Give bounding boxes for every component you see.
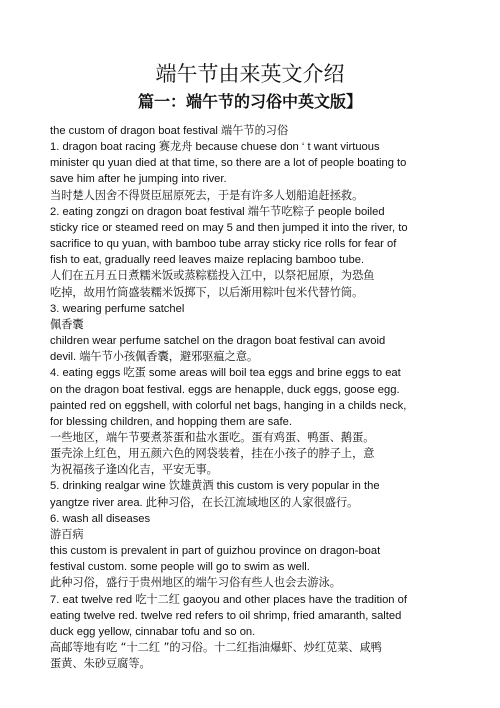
text-line: 2. eating zongzi on dragon boat festival 端午节吃粽子 people boiled <box>50 205 385 218</box>
document-subtitle: 篇一：端午节的习俗中英文版】 <box>137 92 362 111</box>
text-line: 7. eat twelve red 吃十二红 gaoyou and other places have the tradition of <box>50 593 407 606</box>
text-line: minister qu yuan died at that time, so there are a lot of people boating to <box>50 157 407 170</box>
text-line: festival custom. some people will go to swim as well. <box>50 561 310 574</box>
text-line: 5. drinking realgar wine 饮雄黄酒 this custom is very popular in the <box>50 480 380 493</box>
document-title: 端午节由来英文介绍 <box>155 62 345 86</box>
text-line: this custom is prevalent in part of guizhou province on dragon-boat <box>50 545 381 558</box>
text-line: on the dragon boat festival. eggs are henapple, duck eggs, goose egg. <box>50 383 400 396</box>
text-line: eating twelve red. twelve red refers to oil shrimp, fried amaranth, salted <box>50 609 402 622</box>
text-line: children wear perfume satchel on the dragon boat festival can avoid <box>50 335 386 348</box>
text-line: 1. dragon boat racing 赛龙舟 because chuese don ‘ t want virtuous <box>50 141 380 154</box>
text-line: sticky rice or steamed reed on may 5 and then jumped it into the river, to <box>50 221 408 234</box>
text-line: devil. 端午节小孩佩香囊，避邪驱瘟之意。 <box>50 351 259 364</box>
text-line: save him after he jumping into river. <box>50 173 227 186</box>
text-line: fish to eat, gradually reed leaves maize replacing bamboo tube. <box>50 254 365 267</box>
text-line: 人们在五月五日煮糯米饭或蒸粽糕投入江中，以祭祀屈原，为恐鱼 <box>50 269 375 283</box>
text-line: sacrifice to qu yuan, with bamboo tube array sticky rice rolls for fear of <box>50 238 397 251</box>
text-line: 6. wash all diseases <box>50 512 151 525</box>
text-line: 高邮等地有吃 “十二红 ”的习俗。十二红指油爆虾、炒红苋菜、咸鸭 <box>50 641 382 654</box>
text-line: 一些地区，端午节要煮茶蛋和盐水蛋吃。蛋有鸡蛋、鸭蛋、鹅蛋。 <box>50 430 375 444</box>
text-line: 4. eating eggs 吃蛋 some areas will boil tea eggs and brine eggs to eat <box>50 367 401 380</box>
text-line: painted red on eggshell, with colorful net bags, hanging in a childs neck, <box>50 399 407 412</box>
text-line: 当时楚人因舍不得贤臣屈原死去，于是有许多人划船追赶拯救。 <box>50 188 364 202</box>
text-line: the custom of dragon boat festival 端午节的习俗 <box>50 125 289 137</box>
text-line: 蛋黄、朱砂豆腐等。 <box>50 657 151 671</box>
text-line: 吃掉，故用竹筒盛装糯米饭掷下，以后渐用粽叶包米代替竹筒。 <box>50 285 364 299</box>
document-body <box>50 123 450 672</box>
text-line: 佩香囊 <box>50 317 84 331</box>
text-line: 游百病 <box>50 527 84 541</box>
text-line: duck egg yellow, cinnabar tofu and so on. <box>50 625 256 638</box>
text-line: yangtze river area. 此种习俗，在长江流域地区的人家很盛行。 <box>50 496 359 509</box>
text-line: for blessing children, and hopping them are safe. <box>50 415 292 428</box>
text-line: 蛋壳涂上红色，用五颜六色的网袋装着，挂在小孩子的脖子上，意 <box>50 447 375 461</box>
text-line: 3. wearing perfume satchel <box>50 302 185 315</box>
text-line: 为祝福孩子逢凶化吉，平安无事。 <box>50 463 218 477</box>
text-line: 此种习俗，盛行于贵州地区的端午习俗有些人也会去游泳。 <box>50 576 341 590</box>
